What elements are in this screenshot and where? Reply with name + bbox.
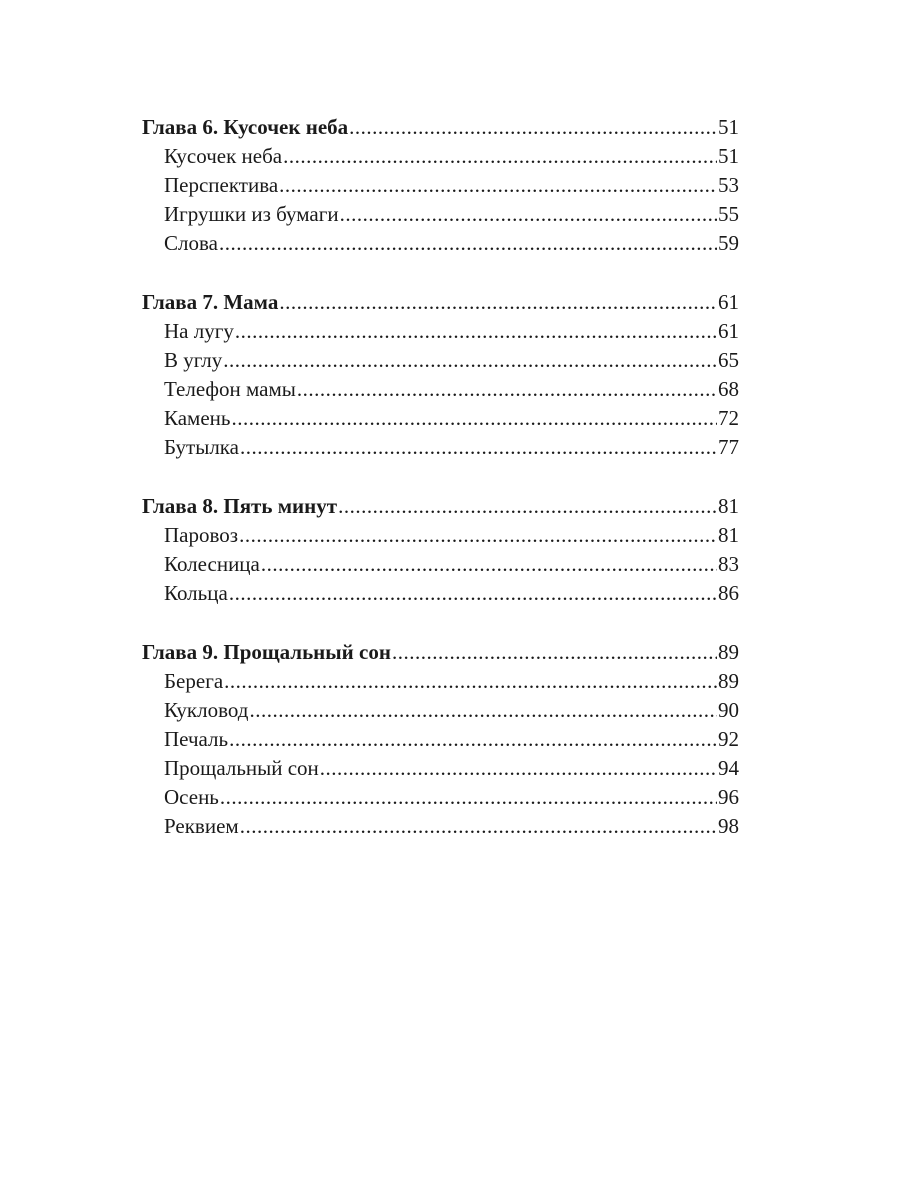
dot-leader xyxy=(279,288,717,317)
dot-leader xyxy=(223,346,717,375)
toc-chapter-8 xyxy=(142,492,739,608)
dot-leader xyxy=(283,142,717,171)
entry-title: Печаль xyxy=(164,727,229,751)
dot-leader xyxy=(231,404,717,433)
page-number: 89 xyxy=(718,640,739,664)
toc-entry xyxy=(142,317,739,346)
toc-chapter-6 xyxy=(142,113,739,258)
chapter-title: Глава 7. Мама xyxy=(142,290,279,314)
toc-entry xyxy=(142,229,739,258)
dot-leader xyxy=(261,550,717,579)
entry-title: Прощальный сон xyxy=(164,756,319,780)
page-number: 68 xyxy=(718,377,739,401)
toc-entry xyxy=(142,521,739,550)
toc-entry xyxy=(142,579,739,608)
dot-leader xyxy=(249,696,717,725)
page-number: 90 xyxy=(718,698,739,722)
dot-leader xyxy=(320,754,717,783)
toc-entry xyxy=(142,550,739,579)
page-number: 51 xyxy=(718,144,739,168)
entry-title: Кукловод xyxy=(164,698,249,722)
chapter-title: Глава 8. Пять минут xyxy=(142,494,338,518)
entry-title: Кольца xyxy=(164,581,228,605)
toc-entry xyxy=(142,200,739,229)
toc-entry xyxy=(142,812,739,841)
chapter-title: Глава 6. Кусочек неба xyxy=(142,115,349,139)
entry-title: Кусочек неба xyxy=(164,144,283,168)
page-number: 65 xyxy=(718,348,739,372)
toc-entry xyxy=(142,783,739,812)
page-number: 61 xyxy=(718,319,739,343)
dot-leader xyxy=(224,667,717,696)
page-number: 72 xyxy=(718,406,739,430)
dot-leader xyxy=(338,492,717,521)
entry-title: Камень xyxy=(164,406,231,430)
page-number: 53 xyxy=(718,173,739,197)
dot-leader xyxy=(340,200,717,229)
toc-chapter-9 xyxy=(142,638,739,841)
toc-chapter-heading xyxy=(142,638,739,667)
toc-chapter-heading xyxy=(142,492,739,521)
page-number: 92 xyxy=(718,727,739,751)
toc-entry xyxy=(142,142,739,171)
page-number: 51 xyxy=(718,115,739,139)
dot-leader xyxy=(229,579,717,608)
entry-title: В углу xyxy=(164,348,223,372)
toc-entry xyxy=(142,346,739,375)
entry-title: Слова xyxy=(164,231,218,255)
table-of-contents xyxy=(142,113,739,871)
page-number: 81 xyxy=(718,523,739,547)
page-number: 94 xyxy=(718,756,739,780)
toc-entry xyxy=(142,375,739,404)
toc-entry xyxy=(142,667,739,696)
page-number: 83 xyxy=(718,552,739,576)
page-number: 98 xyxy=(718,814,739,838)
toc-entry xyxy=(142,433,739,462)
toc-entry xyxy=(142,171,739,200)
page-number: 86 xyxy=(718,581,739,605)
dot-leader xyxy=(349,113,717,142)
entry-title: На лугу xyxy=(164,319,234,343)
dot-leader xyxy=(239,521,717,550)
entry-title: Телефон мамы xyxy=(164,377,296,401)
dot-leader xyxy=(220,783,717,812)
entry-title: Перспектива xyxy=(164,173,279,197)
chapter-title: Глава 9. Прощальный сон xyxy=(142,640,391,664)
toc-entry xyxy=(142,404,739,433)
page-number: 81 xyxy=(718,494,739,518)
dot-leader xyxy=(240,812,717,841)
entry-title: Осень xyxy=(164,785,219,809)
page-number: 55 xyxy=(718,202,739,226)
toc-entry xyxy=(142,754,739,783)
page-number: 89 xyxy=(718,669,739,693)
dot-leader xyxy=(392,638,717,667)
page-number: 59 xyxy=(718,231,739,255)
dot-leader xyxy=(219,229,717,258)
dot-leader xyxy=(279,171,717,200)
entry-title: Берега xyxy=(164,669,224,693)
toc-chapter-heading xyxy=(142,288,739,317)
entry-title: Паровоз xyxy=(164,523,239,547)
entry-title: Игрушки из бумаги xyxy=(164,202,339,226)
dot-leader xyxy=(235,317,717,346)
toc-chapter-heading xyxy=(142,113,739,142)
dot-leader xyxy=(229,725,717,754)
entry-title: Колесница xyxy=(164,552,260,576)
page-number: 61 xyxy=(718,290,739,314)
dot-leader xyxy=(297,375,717,404)
dot-leader xyxy=(240,433,717,462)
page-number: 96 xyxy=(718,785,739,809)
entry-title: Реквием xyxy=(164,814,239,838)
entry-title: Бутылка xyxy=(164,435,240,459)
toc-chapter-7 xyxy=(142,288,739,462)
page-number: 77 xyxy=(718,435,739,459)
toc-entry xyxy=(142,696,739,725)
toc-entry xyxy=(142,725,739,754)
